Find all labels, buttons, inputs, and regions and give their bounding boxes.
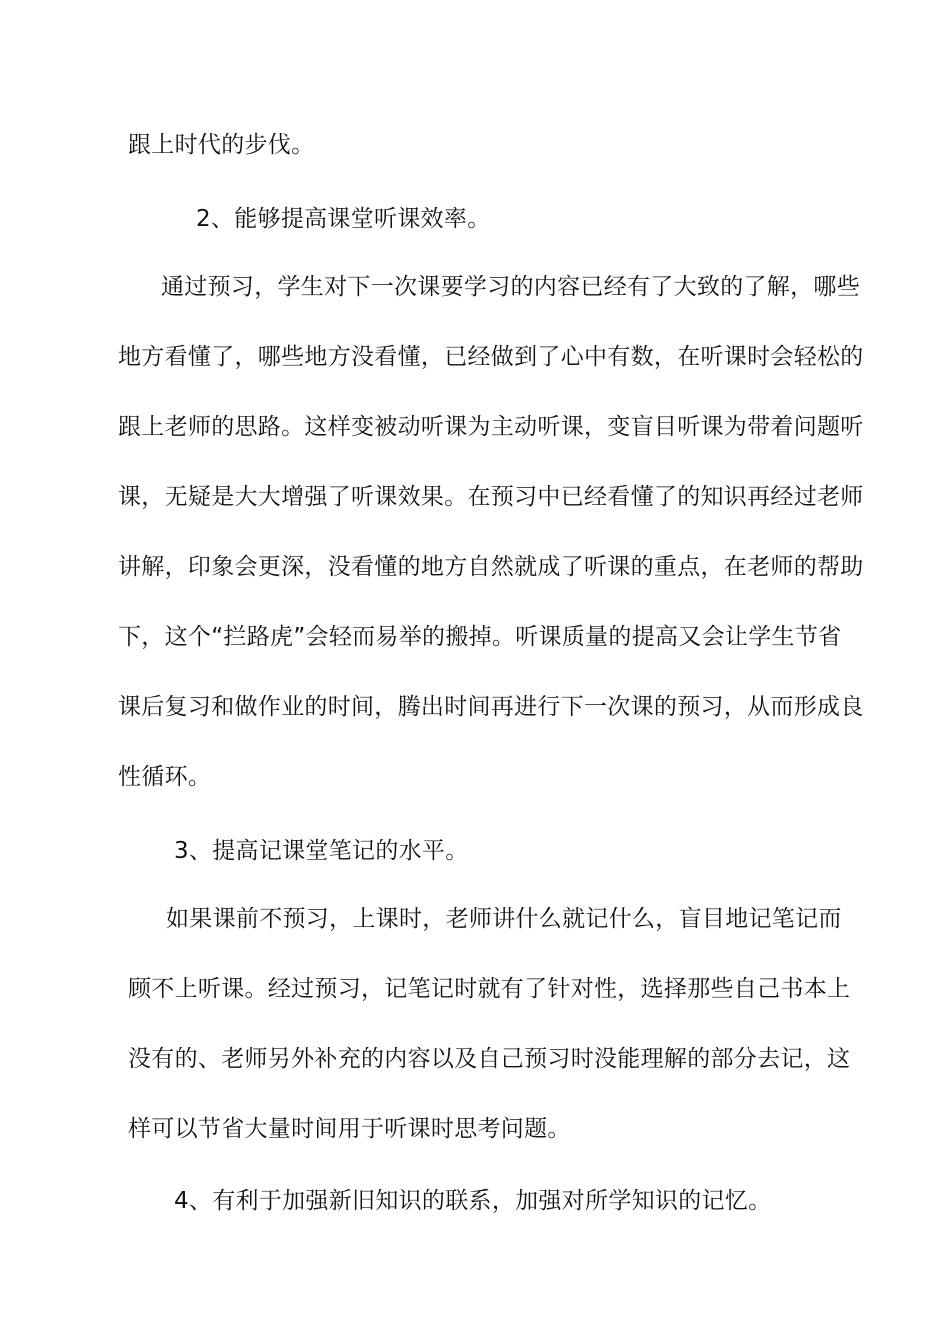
- paragraph-line-5: 讲解，印象会更深，没看懂的地方自然就成了听课的重点，在老师的帮助: [118, 554, 864, 580]
- paragraph-line-1: 通过预习，学生对下一次课要学习的内容已经有了大致的了解，哪些: [161, 274, 860, 300]
- paragraph-line-12: 样可以节省大量时间用于听课时思考问题。: [128, 1116, 571, 1142]
- paragraph-line-6: 下，这个“拦路虎”会轻而易举的搬掉。听课质量的提高又会让学生节省: [118, 624, 842, 650]
- paragraph-line-10: 顾不上听课。经过预习，记笔记时就有了针对性，选择那些自己书本上: [128, 976, 851, 1002]
- text-line-1: 跟上时代的步伐。: [128, 132, 315, 158]
- paragraph-line-9: 如果课前不预习，上课时，老师讲什么就记什么，盲目地记笔记而: [166, 906, 842, 932]
- section-heading-3: 3、提高记课堂笔记的水平。: [174, 838, 469, 864]
- paragraph-line-2: 地方看懂了，哪些地方没看懂，已经做到了心中有数，在听课时会轻松的: [118, 344, 864, 370]
- paragraph-line-8: 性循环。: [118, 764, 212, 790]
- paragraph-line-11: 没有的、老师另外补充的内容以及自己预习时没能理解的部分去记，这: [128, 1046, 851, 1072]
- section-heading-4: 4、有利于加强新旧知识的联系，加强对所学知识的记忆。: [174, 1188, 772, 1214]
- paragraph-line-4: 课，无疑是大大增强了听课效果。在预习中已经看懂了的知识再经过老师: [118, 484, 864, 510]
- section-heading-2: 2、能够提高课堂听课效率。: [196, 206, 491, 232]
- paragraph-line-3: 跟上老师的思路。这样变被动听课为主动听课，变盲目听课为带着问题听: [118, 414, 864, 440]
- paragraph-line-7: 课后复习和做作业的时间，腾出时间再进行下一次课的预习，从而形成良: [118, 694, 864, 720]
